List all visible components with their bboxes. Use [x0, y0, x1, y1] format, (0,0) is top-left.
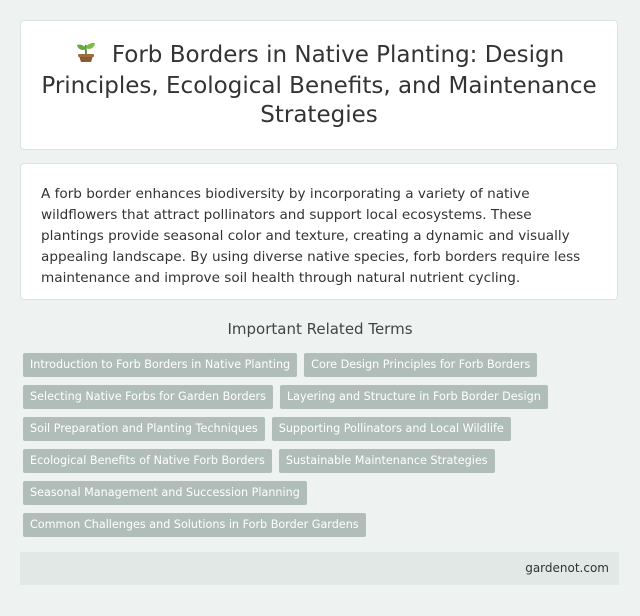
- related-terms-list: [23, 353, 583, 545]
- related-term-tag[interactable]: Soil Preparation and Planting Techniques: [23, 417, 265, 441]
- tag-row: [23, 385, 583, 409]
- related-term-tag[interactable]: Seasonal Management and Succession Planning: [23, 481, 307, 505]
- tag-row: [23, 481, 583, 505]
- tag-row: [23, 353, 583, 377]
- related-term-tag[interactable]: Layering and Structure in Forb Border Design: [280, 385, 548, 409]
- tag-row: [23, 513, 583, 537]
- tag-row: [23, 417, 583, 441]
- related-term-tag[interactable]: Selecting Native Forbs for Garden Borders: [23, 385, 273, 409]
- related-term-tag[interactable]: Sustainable Maintenance Strategies: [279, 449, 495, 473]
- sprout-icon: [74, 40, 98, 72]
- related-term-tag[interactable]: Ecological Benefits of Native Forb Borders: [23, 449, 272, 473]
- footer-site-link[interactable]: gardenot.com: [525, 561, 609, 575]
- summary-card: [20, 163, 618, 300]
- footer: [20, 552, 619, 585]
- title-card: [20, 20, 618, 150]
- tag-row: [23, 449, 583, 473]
- page-title: [41, 40, 597, 130]
- related-terms-heading: Important Related Terms: [227, 320, 413, 338]
- related-term-tag[interactable]: Introduction to Forb Borders in Native Planting: [23, 353, 297, 377]
- summary-text: A forb border enhances biodiversity by incorporating a variety of native wildflowers that attract pollinators and support local ecosystems. These plantings provide seasonal color and texture, creating a dynamic and visually appealing landscape. By using diverse native species, forb borders require less maintenance and improve soil health through natural nutrient cycling.: [41, 186, 581, 286]
- page-title-text: Forb Borders in Native Planting: Design Principles, Ecological Benefits, and Maintenance Strategies: [41, 42, 597, 128]
- related-term-tag[interactable]: Core Design Principles for Forb Borders: [304, 353, 537, 377]
- related-term-tag[interactable]: Supporting Pollinators and Local Wildlife: [272, 417, 511, 441]
- related-term-tag[interactable]: Common Challenges and Solutions in Forb Border Gardens: [23, 513, 366, 537]
